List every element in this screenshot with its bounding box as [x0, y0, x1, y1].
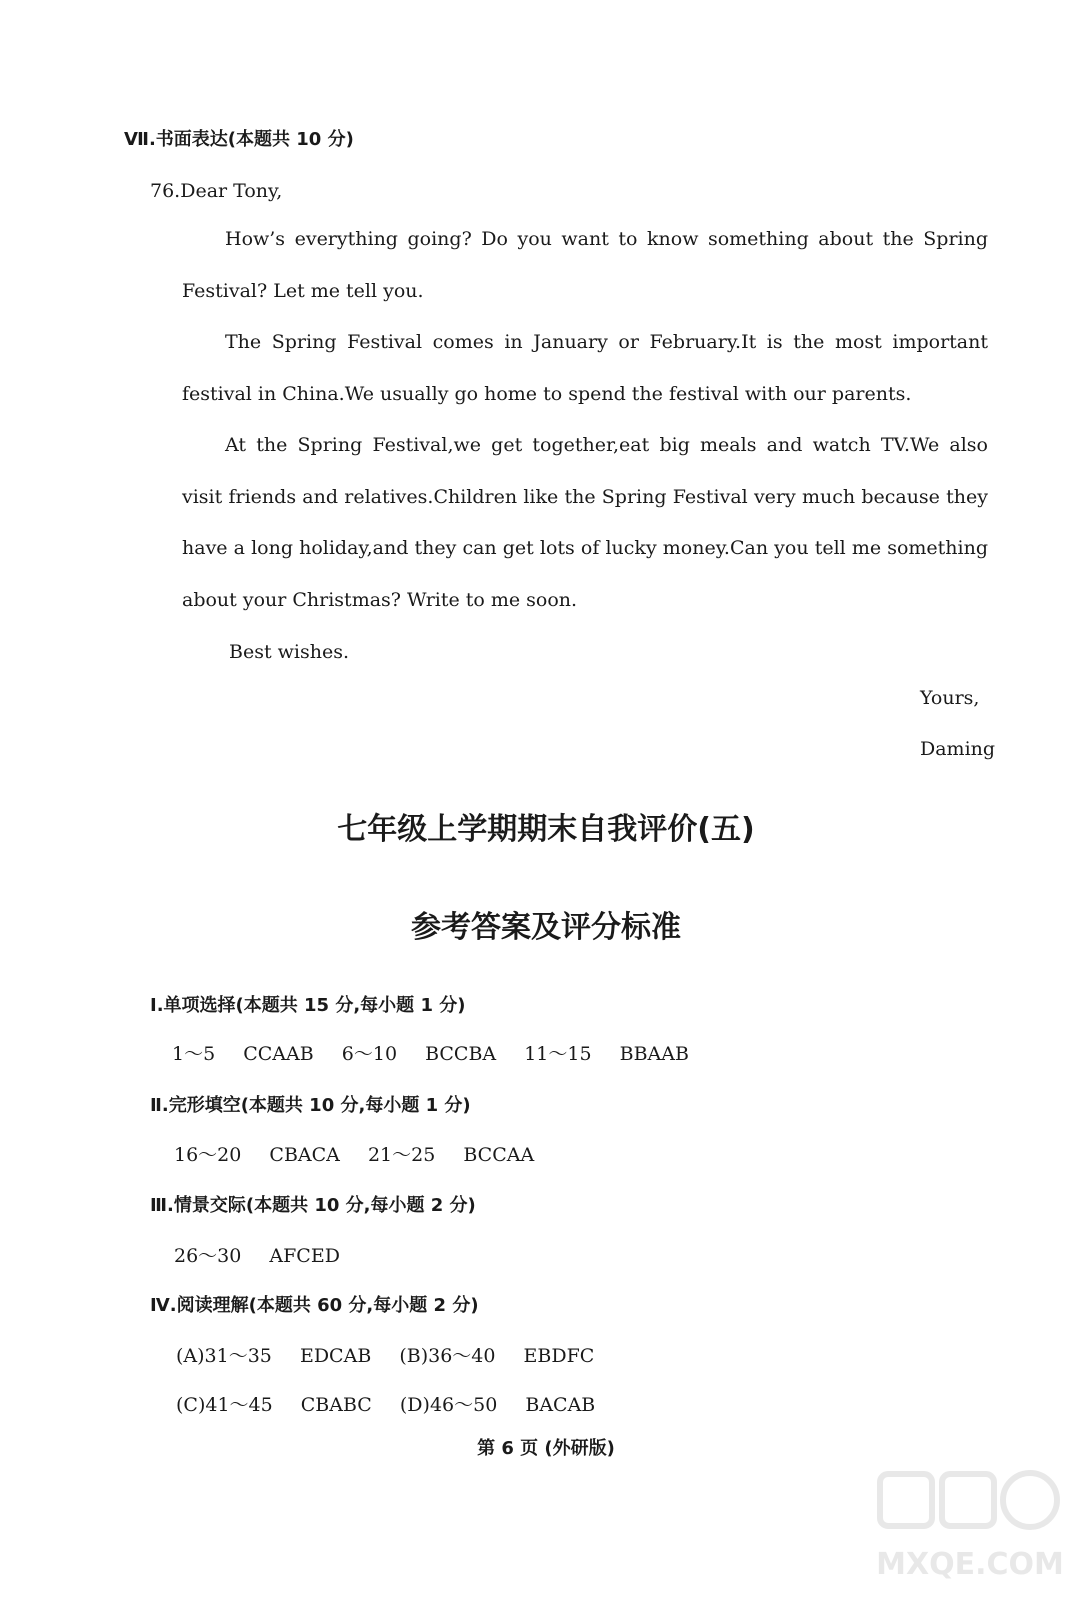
letter-greeting: 76.Dear Tony, [150, 180, 283, 202]
letter-paragraph-3: At the Spring Festival,we get together,eat big meals and watch TV.We also visit friends and relatives.Children like the Spring Festival very much because they have a long holiday,and they can get lots of lucky money.Can you tell me something about your Christmas? Write to me soon. [182, 434, 988, 611]
letter-signature: Daming [920, 738, 996, 760]
answer-range: 1～5 [172, 1043, 216, 1065]
section-heading-writing: Ⅶ.书面表达(本题共 10 分) [124, 129, 354, 150]
answer-range: (A)31～35 [176, 1345, 272, 1367]
answer-key: BACAB [525, 1394, 596, 1416]
answer-range: 21～25 [367, 1144, 436, 1166]
letter-paragraph-1: How’s everything going? Do you want to know something about the Spring Festival? Let me tell you. [182, 228, 988, 302]
answer-key: AFCED [269, 1245, 340, 1267]
page-footer: 第 6 页 (外研版) [477, 1438, 615, 1459]
answers-reading-row-1 [176, 1344, 616, 1368]
answers-reading-row-2 [176, 1393, 617, 1417]
answer-range: 11～15 [524, 1043, 592, 1065]
page-title: 七年级上学期期末自我评价(五) [337, 812, 755, 847]
answer-range: 26～30 [174, 1245, 242, 1267]
answer-key: CBABC [300, 1394, 372, 1416]
answer-range: 6～10 [341, 1043, 398, 1065]
answers-dialogue [174, 1244, 362, 1268]
section-heading-reading: Ⅳ.阅读理解(本题共 60 分,每小题 2 分) [150, 1295, 479, 1316]
watermark-text: MXQE.COM [876, 1547, 1064, 1582]
section-heading-dialogue: Ⅲ.情景交际(本题共 10 分,每小题 2 分) [150, 1195, 476, 1216]
answer-range: (C)41～45 [176, 1394, 273, 1416]
answer-key: BBAAB [619, 1043, 689, 1065]
page-subtitle: 参考答案及评分标准 [411, 910, 681, 945]
watermark-logo [870, 1466, 1070, 1586]
answer-key: CBACA [269, 1144, 340, 1166]
answer-key: CCAAB [243, 1043, 314, 1065]
section-heading-cloze: Ⅱ.完形填空(本题共 10 分,每小题 1 分) [150, 1095, 471, 1116]
answers-single-choice [172, 1042, 711, 1066]
letter-closing: Best wishes. [229, 641, 349, 663]
answer-range: 16～20 [174, 1144, 242, 1166]
answers-cloze [174, 1143, 556, 1167]
section-heading-single-choice: Ⅰ.单项选择(本题共 15 分,每小题 1 分) [150, 995, 466, 1016]
answer-key: EBDFC [523, 1345, 595, 1367]
answer-key: BCCBA [425, 1043, 497, 1065]
answer-key: EDCAB [299, 1345, 372, 1367]
answer-range: (B)36～40 [399, 1345, 496, 1367]
letter-paragraph-2: The Spring Festival comes in January or February.It is the most important festival in China.We usually go home to spend the festival with our parents. [182, 331, 988, 405]
answer-range: (D)46～50 [399, 1394, 498, 1416]
answer-key: BCCAA [463, 1144, 535, 1166]
letter-signoff: Yours, [920, 687, 980, 709]
